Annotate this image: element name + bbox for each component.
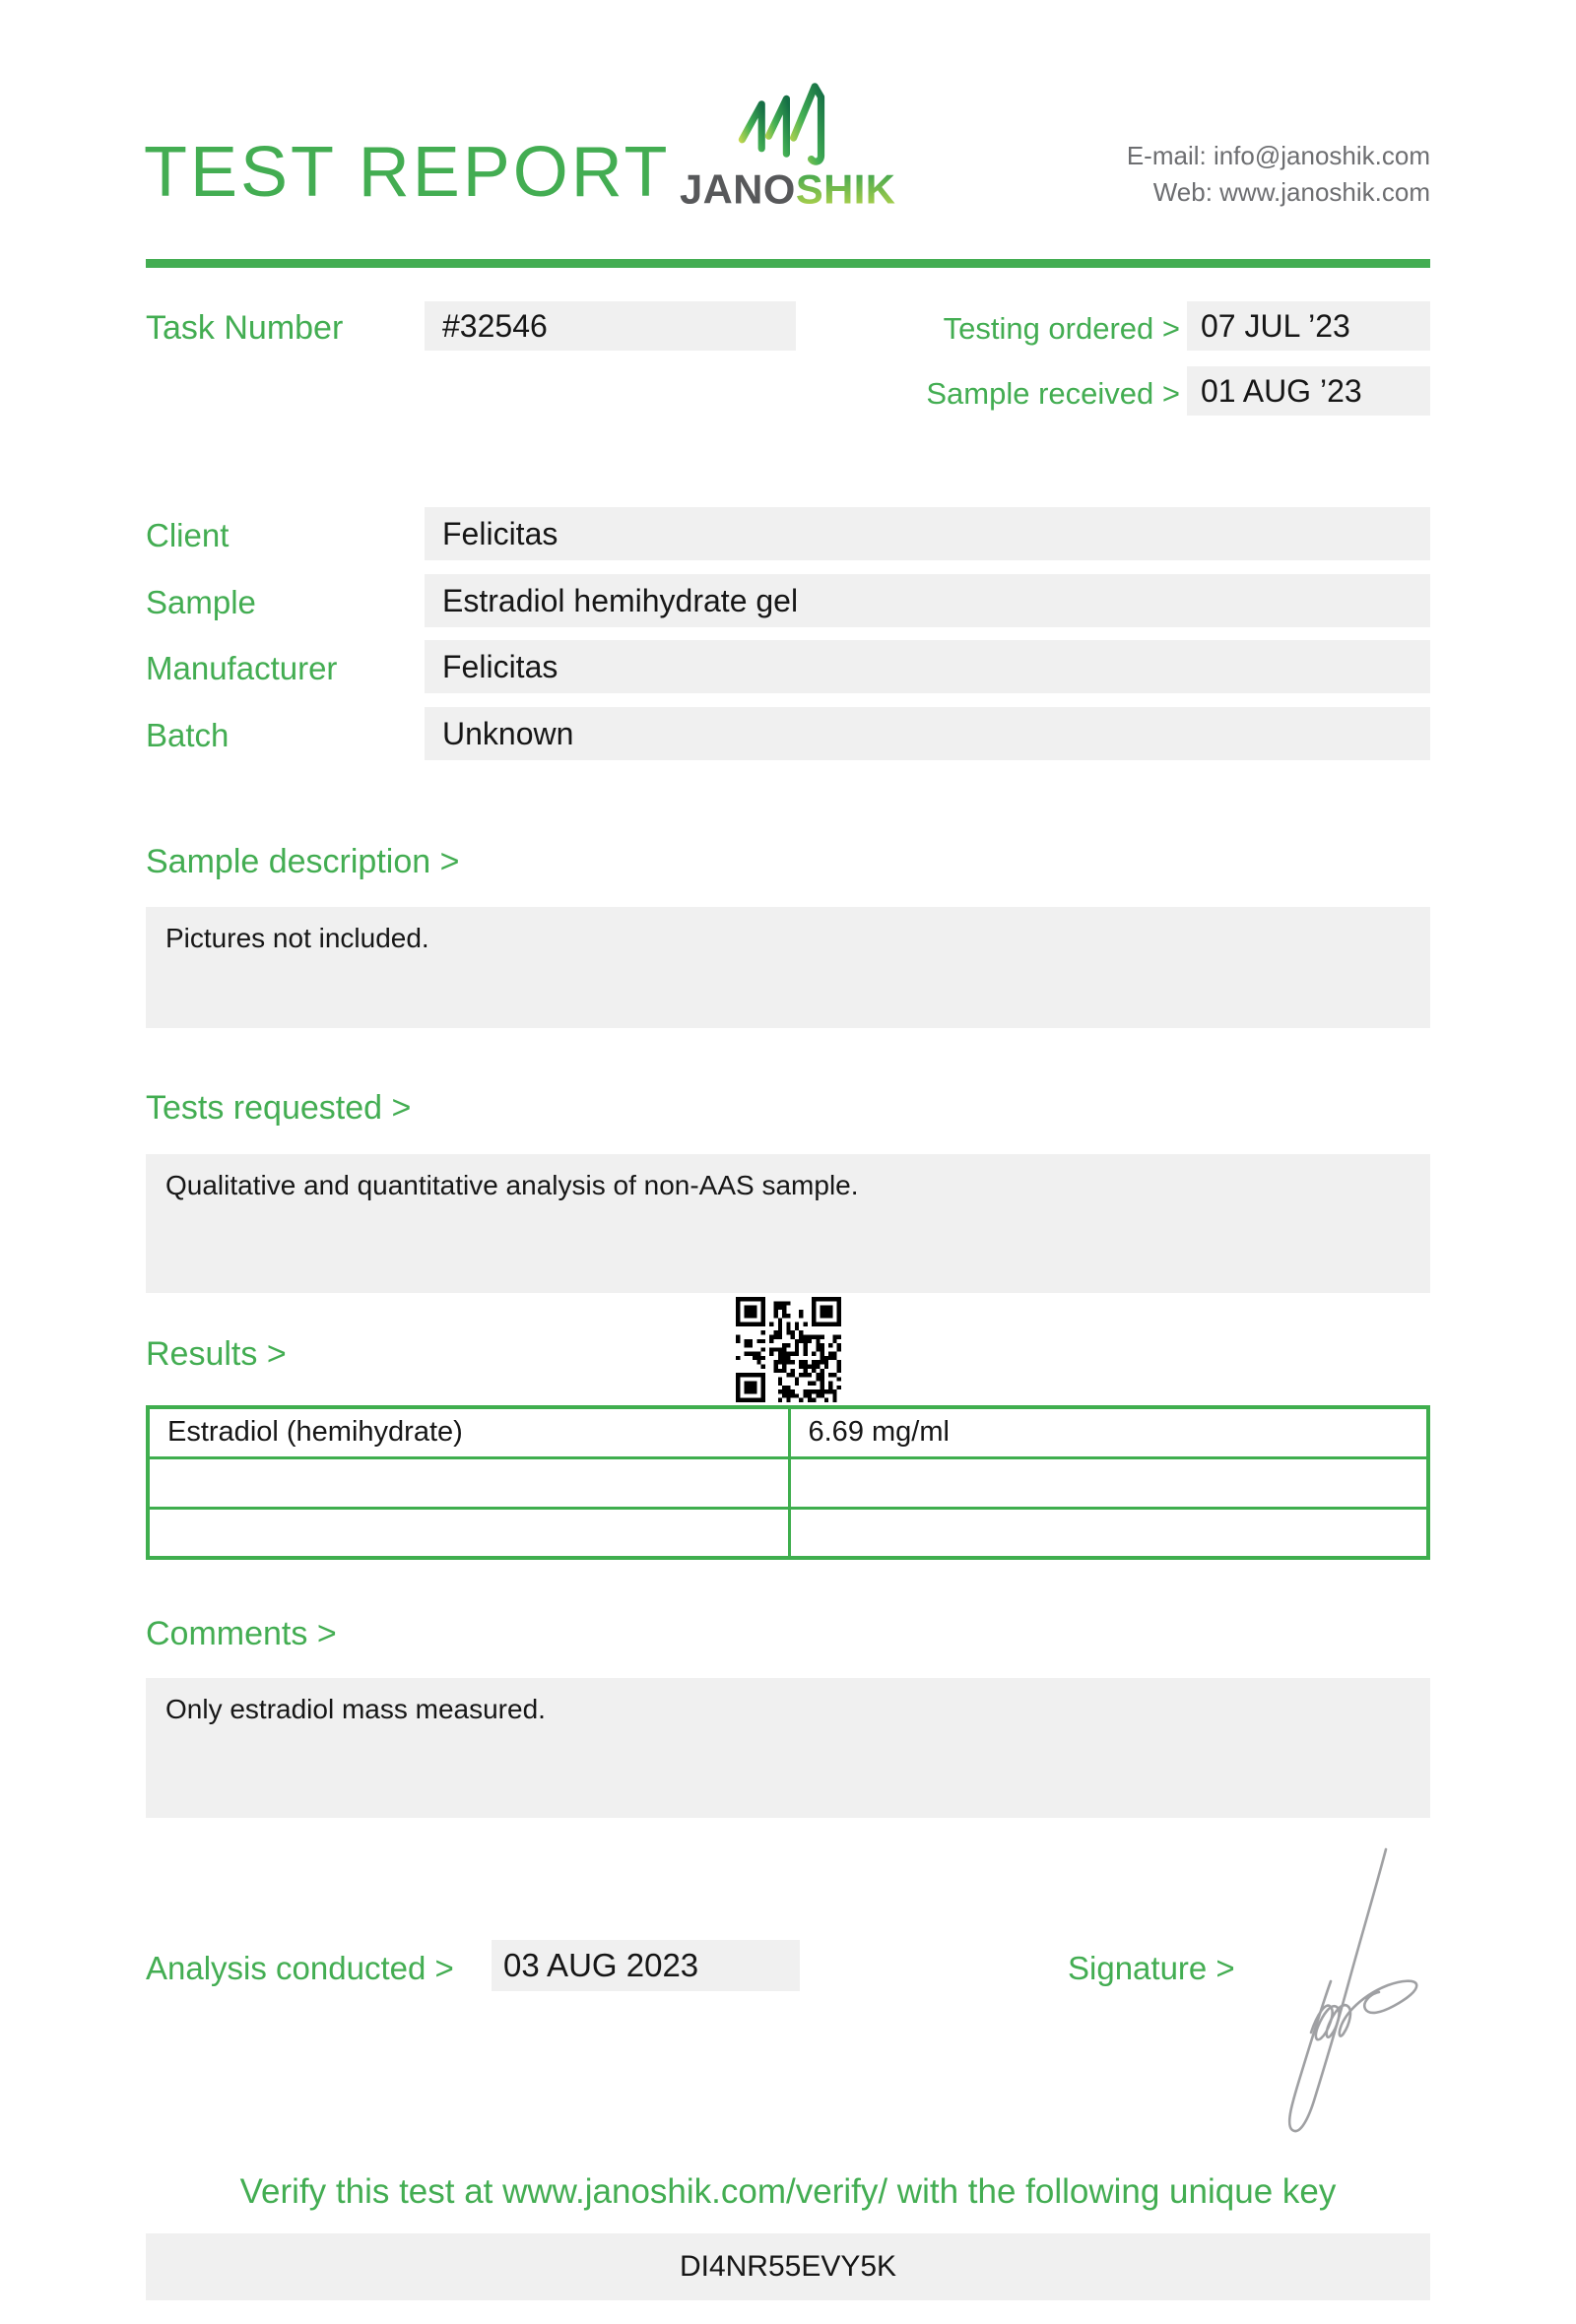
result-value-cell [789, 1457, 1428, 1508]
batch-value: Unknown [425, 707, 1430, 760]
sample-description-box [146, 907, 1430, 1028]
tests-requested-box [146, 1154, 1430, 1293]
comments-text: Only estradiol mass measured. [165, 1694, 546, 1724]
verify-key-value: DI4NR55EVY5K [146, 2233, 1430, 2300]
svg-text:JANOSHIK [680, 166, 895, 213]
tests-requested-text: Qualitative and quantitative analysis of non-AAS sample. [165, 1170, 859, 1200]
analysis-conducted-label: Analysis conducted > [146, 1950, 454, 1986]
sample-label: Sample [146, 584, 256, 620]
manufacturer-label: Manufacturer [146, 650, 338, 686]
client-value: Felicitas [425, 507, 1430, 560]
signature-image [1266, 1843, 1428, 2149]
table-row [148, 1407, 1428, 1457]
tests-requested-heading: Tests requested > [146, 1089, 412, 1127]
result-name-cell [148, 1508, 789, 1558]
brand-primary: JANO [680, 165, 796, 213]
comments-box [146, 1678, 1430, 1818]
page-title: TEST REPORT [144, 133, 671, 212]
brand-secondary: SHIK [795, 165, 896, 213]
analysis-conducted-value: 03 AUG 2023 [492, 1940, 800, 1991]
contact-web-line: Web: www.janoshik.com [1152, 177, 1430, 207]
result-value-cell: 6.69 mg/ml [789, 1407, 1428, 1457]
sample-received-label: Sample received > [926, 376, 1180, 411]
brand-wordmark [680, 163, 904, 213]
task-number-value: #32546 [425, 301, 796, 351]
signature-label: Signature > [1068, 1950, 1235, 1986]
table-row [148, 1457, 1428, 1508]
results-heading: Results > [146, 1335, 287, 1373]
contact-email-line: E-mail: info@janoshik.com [1126, 141, 1430, 170]
manufacturer-value: Felicitas [425, 640, 1430, 693]
qr-code [736, 1297, 841, 1402]
header-divider [146, 259, 1430, 268]
table-row [148, 1508, 1428, 1558]
sample-value: Estradiol hemihydrate gel [425, 574, 1430, 627]
result-name-cell [148, 1457, 789, 1508]
batch-label: Batch [146, 717, 230, 753]
client-label: Client [146, 517, 230, 553]
testing-ordered-label: Testing ordered > [943, 311, 1180, 346]
growth-chart-icon [737, 75, 843, 165]
testing-ordered-value: 07 JUL ’23 [1187, 301, 1430, 351]
result-name-cell: Estradiol (hemihydrate) [148, 1407, 789, 1457]
contact-block [985, 138, 1430, 211]
sample-description-heading: Sample description > [146, 843, 460, 880]
results-table [146, 1405, 1430, 1560]
result-value-cell [789, 1508, 1428, 1558]
comments-heading: Comments > [146, 1615, 337, 1652]
sample-description-text: Pictures not included. [165, 923, 429, 953]
task-number-label: Task Number [146, 309, 344, 347]
sample-received-value: 01 AUG ’23 [1187, 366, 1430, 416]
verify-text: Verify this test at www.janoshik.com/verify/ with the following unique key [239, 2172, 1337, 2211]
